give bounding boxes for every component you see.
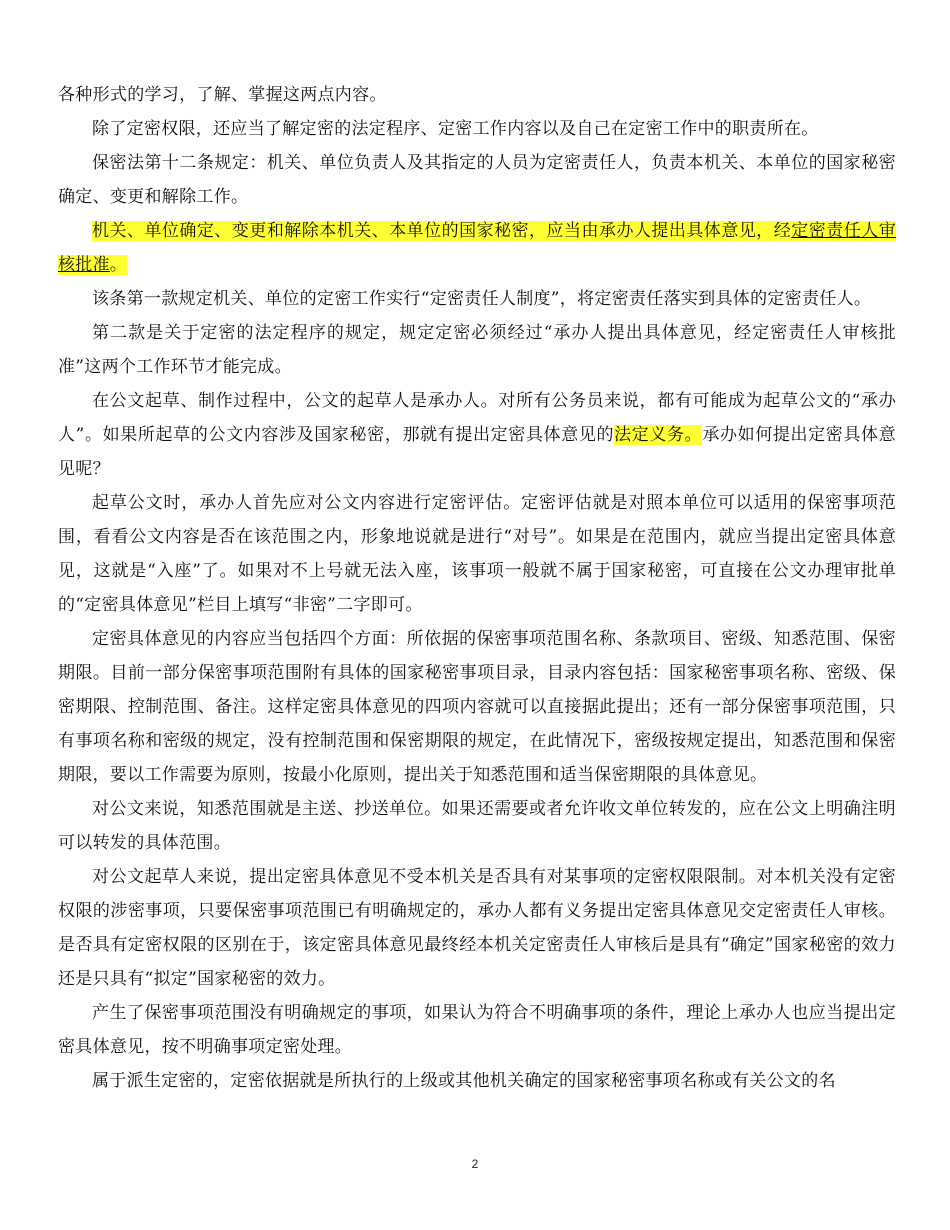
paragraph-12: 产生了保密事项范围没有明确规定的事项，如果认为符合不明确事项的条件，理论上承办人也应当提出定密具体意见，按不明确事项定密处理。 <box>58 1003 896 1057</box>
paragraph-9: 定密具体意见的内容应当包括四个方面：所依据的保密事项范围名称、条款项目、密级、知悉范围、保密期限。目前一部分保密事项范围附有具体的国家秘密事项目录，目录内容包括：国家秘密事项名称、密级、保密期限、控制范围、备注。这样定密具体意见的四项内容就可以直接据此提出；还有一部分保密事项范围，只有事项名称和密级的规定，没有控制范围和保密期限的规定，在此情况下，密级按规定提出，知悉范围和保密期限，要以工作需要为原则，按最小化原则，提出关于知悉范围和适当保密期限的具体意见。 <box>58 629 896 785</box>
paragraph-11: 对公文起草人来说，提出定密具体意见不受本机关是否具有对某事项的定密权限限制。对本机关没有定密权限的涉密事项，只要保密事项范围已有明确规定的，承办人都有义务提出定密具体意见交定密责任人审核。是否具有定密权限的区别在于，该定密具体意见最终经本机关定密责任人审核后是具有“确定”国家秘密的效力还是只具有“拟定”国家秘密的效力。 <box>58 867 896 989</box>
highlighted-text: 机关、单位确定、变更和解除本机关、本单位的国家秘密，应当由承办人提出具体意见，经 <box>92 221 792 241</box>
document-page <box>58 78 896 1098</box>
paragraph-2: 除了定密权限，还应当了解定密的法定程序、定密工作内容以及自己在定密工作中的职责所在。 <box>92 119 819 139</box>
paragraph-3: 保密法第十二条规定：机关、单位负责人及其指定的人员为定密责任人，负责本机关、本单位的国家秘密确定、变更和解除工作。 <box>58 153 896 207</box>
paragraph-5: 该条第一款规定机关、单位的定密工作实行“定密责任人制度”，将定密责任落实到具体的定密责任人。 <box>92 289 872 309</box>
page-number: 2 <box>471 1157 479 1171</box>
paragraph-13: 属于派生定密的，定密依据就是所执行的上级或其他机关确定的国家秘密事项名称或有关公文的名 <box>92 1071 836 1091</box>
paragraph-1: 各种形式的学习，了解、掌握这两点内容。 <box>58 85 387 105</box>
paragraph-10: 对公文来说，知悉范围就是主送、抄送单位。如果还需要或者允许收文单位转发的，应在公文上明确注明可以转发的具体范围。 <box>58 799 896 853</box>
paragraph-4-highlighted <box>58 214 896 282</box>
paragraph-7-text-end: 承办如何提出定密具体意见呢？ <box>58 425 896 479</box>
paragraph-6: 第二款是关于定密的法定程序的规定，规定定密必须经过“承办人提出具体意见，经定密责任人审核批准”这两个工作环节才能完成。 <box>58 323 896 377</box>
paragraph-7 <box>58 384 896 486</box>
paragraph-8: 起草公文时，承办人首先应对公文内容进行定密评估。定密评估就是对照本单位可以适用的保密事项范围，看看公文内容是否在该范围之内，形象地说就是进行“对号”。如果是在范围内，就应当提出定密具体意见，这就是“入座”了。如果对不上号就无法入座，该事项一般就不属于国家秘密，可直接在公文办理审批单的“定密具体意见”栏目上填写“非密”二字即可。 <box>58 493 896 615</box>
highlighted-underlined-text: 定密责任人审核批准 <box>58 221 896 275</box>
highlighted-legal-duty: 法定义务。 <box>614 425 703 445</box>
paragraph-7-text: 在公文起草、制作过程中，公文的起草人是承办人。对所有公务员来说，都有可能成为起草公文的“承办人”。如果所起草的公文内容涉及国家秘密，那就有提出定密具体意见的 <box>58 391 896 445</box>
highlighted-text-end: 。 <box>109 255 128 275</box>
